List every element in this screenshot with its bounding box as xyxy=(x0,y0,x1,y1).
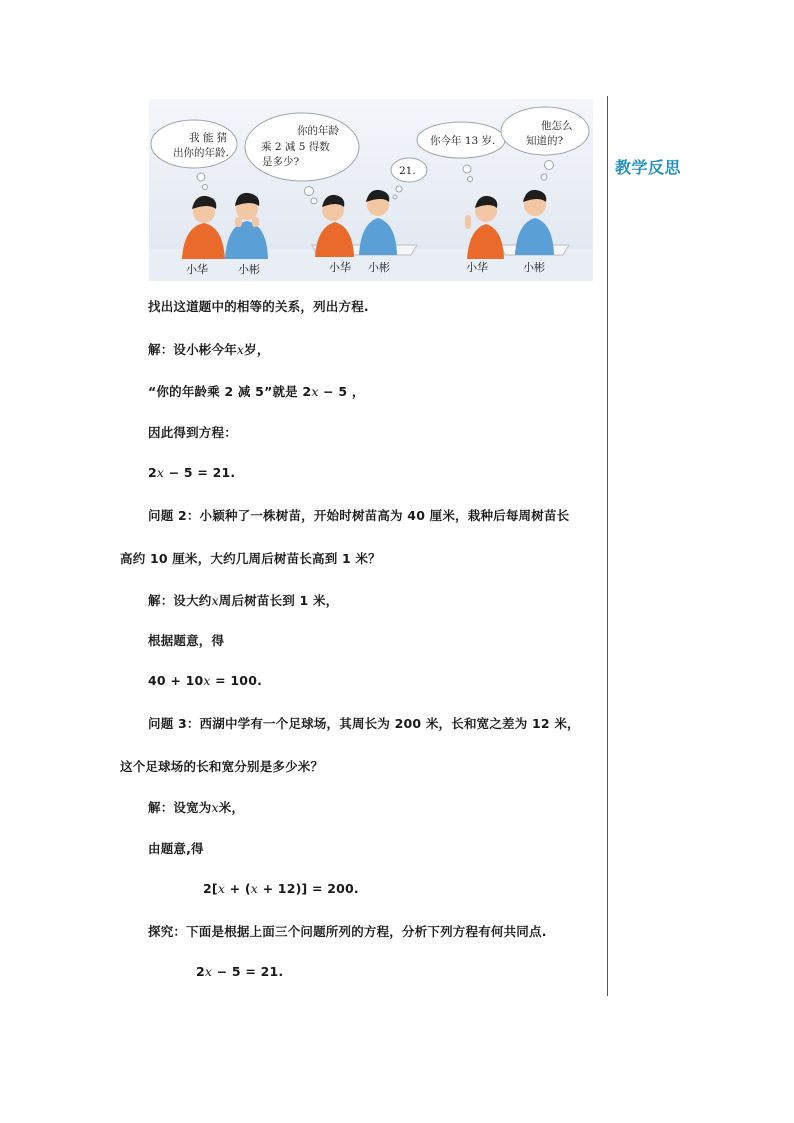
text-segment: 解：设宽为 xyxy=(148,800,212,815)
text-segment: 解：设小彬今年 xyxy=(148,342,237,357)
name-label: 小华 xyxy=(329,261,351,274)
text-segment: 2 xyxy=(148,465,157,480)
text-segment: “你的年龄乘 2 减 5”就是 2 xyxy=(148,384,312,399)
bubble1-line2: 出你的年龄. xyxy=(173,147,229,159)
text-segment: 解：设大约 xyxy=(148,593,212,608)
name-label: 小彬 xyxy=(238,263,260,276)
text-line-1: 找出这道题中的相等的关系，列出方程. xyxy=(148,299,369,314)
text-segment: 米， xyxy=(218,800,245,815)
variable-x: x xyxy=(236,342,245,357)
text-line-3 xyxy=(148,382,365,400)
text-segment: − 5 = 21. xyxy=(212,964,284,979)
text-line-6: 问题 2：小颖种了一株树苗，开始时树苗高为 40 厘米，栽种后每周树苗长 xyxy=(148,508,570,523)
text-segment: + ( xyxy=(225,881,251,896)
variable-x: x xyxy=(217,881,226,896)
variable-x: x xyxy=(311,384,319,399)
bubble5-line1: 他怎么 xyxy=(541,120,573,132)
text-line-13 xyxy=(148,798,244,816)
text-line-12: 这个足球场的长和宽分别是多少米？ xyxy=(120,759,324,774)
text-segment: 岁， xyxy=(244,342,270,357)
variable-x: x xyxy=(211,800,219,815)
text-line-9: 根据题意，得 xyxy=(148,633,225,648)
name-label: 小华 xyxy=(186,263,208,276)
bubble4-text: 你今年 13 岁. xyxy=(430,135,496,147)
text-segment: 2 xyxy=(196,964,205,979)
text-line-4: 因此得到方程： xyxy=(148,425,237,440)
text-line-11: 问题 3：西湖中学有一个足球场，其周长为 200 米，长和宽之差为 12 米， xyxy=(148,716,580,731)
text-segment: − 5 = 21. xyxy=(164,465,236,480)
text-segment: 2[ xyxy=(203,881,218,896)
bubble5-line2: 知道的? xyxy=(526,135,564,147)
bubble2-line3: 是多少? xyxy=(262,156,300,168)
column-divider xyxy=(607,96,608,996)
text-line-2 xyxy=(148,340,270,358)
reflection-title: 教学反思 xyxy=(615,158,682,177)
name-label: 小彬 xyxy=(523,261,545,274)
text-segment: 周后树苗长到 1 米， xyxy=(218,593,339,608)
text-segment: − 5 ， xyxy=(318,384,365,399)
variable-x: x xyxy=(203,673,211,688)
comic-illustration xyxy=(149,99,593,281)
variable-x: x xyxy=(156,465,165,480)
variable-x: x xyxy=(250,881,259,896)
bubble2-line1: 你的年龄 xyxy=(297,125,339,137)
text-line-16: 探究：下面是根据上面三个问题所列的方程，分析下列方程有何共同点. xyxy=(148,924,547,939)
text-segment: 40 + 10 xyxy=(148,673,204,688)
bubble1-line1: 我 能 猜 xyxy=(189,132,228,144)
name-label: 小彬 xyxy=(368,261,390,274)
text-line-8 xyxy=(148,591,338,609)
equation-1 xyxy=(148,465,235,480)
variable-x: x xyxy=(204,964,213,979)
equation-3 xyxy=(203,881,359,896)
name-label: 小华 xyxy=(466,261,488,274)
variable-x: x xyxy=(211,593,219,608)
text-segment: + 12)] = 200. xyxy=(258,881,359,896)
text-segment: = 100. xyxy=(210,673,263,688)
text-line-7: 高约 10 厘米，大约几周后树苗长高到 1 米？ xyxy=(120,551,381,566)
text-line-14: 由题意,得 xyxy=(148,841,204,856)
bubble2-line2: 乘 2 减 5 得数 xyxy=(261,141,330,153)
equation-2 xyxy=(148,673,262,688)
bubble3-text: 21. xyxy=(399,165,416,177)
equation-4 xyxy=(196,964,283,979)
